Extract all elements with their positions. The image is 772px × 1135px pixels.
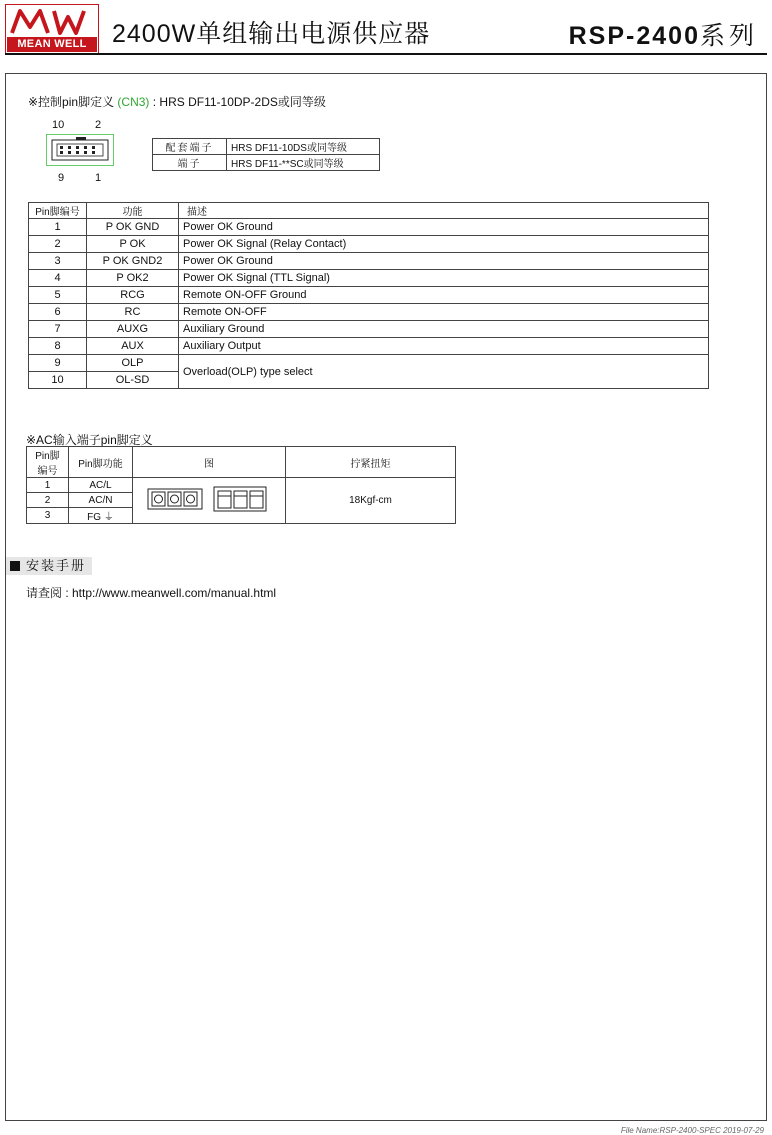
mw-logo-icon [8,7,96,37]
column-header: 拧紧扭矩 [286,447,456,478]
series-suffix: 系列 [699,22,758,50]
pin-cell: 9 [29,355,87,372]
description-cell: Power OK Ground [179,253,709,270]
control-title-prefix: ※控制pin脚定义 [28,95,115,109]
function-cell: RCG [87,287,179,304]
terminal-block-icon [134,479,284,519]
table-row [29,321,709,338]
ac-input-title: ※AC输入端子pin脚定义 [26,433,153,447]
column-header: Pin脚功能 [69,447,133,478]
manual-link-text[interactable]: 请查阅 : http://www.meanwell.com/manual.html [26,586,277,600]
table-row [29,355,709,372]
description-cell: Auxiliary Output [179,338,709,355]
table-row [153,139,380,155]
terminal-figure-cell [133,478,286,524]
pin-cell: 10 [29,372,87,389]
column-header: Pin脚编号 [27,447,69,478]
meanwell-logo [5,4,99,54]
cn3-label: (CN3) [117,95,150,109]
pin-cell: 1 [29,219,87,236]
connector-pin-1: 1 [95,172,102,184]
pin-cell: 3 [27,508,69,524]
square-bullet-icon [10,561,20,571]
table-header-row [29,203,709,219]
control-pin-title [28,93,326,110]
connector-pin-9: 9 [58,172,65,184]
connector-pin-10: 10 [52,119,65,131]
install-title: 安装手册 [26,558,87,573]
pin-cell: 8 [29,338,87,355]
header-rule [5,53,767,55]
function-cell: AUXG [87,321,179,338]
column-header: 功能 [87,203,179,219]
mating-value: HRS DF11-10DS或同等级 [227,139,380,155]
connector-diagram [46,134,114,166]
function-cell: OL-SD [87,372,179,389]
table-row [29,219,709,236]
column-header: 描述 [179,203,709,219]
description-cell: Overload(OLP) type select [179,355,709,389]
table-header-row [27,447,456,478]
logo-text: MEAN WELL [7,37,97,52]
function-cell: P OK2 [87,270,179,287]
table-row [29,253,709,270]
table-row [29,304,709,321]
column-header: 图 [133,447,286,478]
function-cell: AC/L [69,478,133,493]
pin-cell: 2 [29,236,87,253]
description-cell: Auxiliary Ground [179,321,709,338]
pin-cell: 3 [29,253,87,270]
mating-value: HRS DF11-**SC或同等级 [227,155,380,171]
function-cell: P OK [87,236,179,253]
connector-pin-2: 2 [95,119,102,131]
pin-cell: 2 [27,493,69,508]
pin-cell: 5 [29,287,87,304]
file-name-footer: File Name:RSP-2400-SPEC 2019-07-29 [620,1126,764,1135]
mating-label: 配套端子 [153,139,227,155]
description-cell: Power OK Signal (TTL Signal) [179,270,709,287]
function-cell: FG ⏚ [69,508,133,524]
table-row [29,236,709,253]
function-cell: OLP [87,355,179,372]
table-row [153,155,380,171]
function-cell: AC/N [69,493,133,508]
column-header: Pin脚编号 [29,203,87,219]
description-cell: Remote ON-OFF Ground [179,287,709,304]
description-cell: Power OK Ground [179,219,709,236]
table-row [29,270,709,287]
table-row [29,287,709,304]
mating-label: 端子 [153,155,227,171]
table-row [29,338,709,355]
pin-cell: 6 [29,304,87,321]
function-cell: P OK GND [87,219,179,236]
install-manual-heading [6,557,92,575]
pin-cell: 7 [29,321,87,338]
torque-cell: 18Kgf-cm [286,478,456,524]
series-model: RSP-2400 [568,22,700,50]
function-cell: RC [87,304,179,321]
mating-table [152,138,380,171]
pin-cell: 4 [29,270,87,287]
connector-icon [47,135,115,167]
control-title-suffix: : HRS DF11-10DP-2DS或同等级 [149,95,326,109]
description-cell: Remote ON-OFF [179,304,709,321]
series-title [569,16,758,52]
control-pin-table [28,202,709,389]
table-row [27,478,456,493]
function-cell: AUX [87,338,179,355]
function-cell: P OK GND2 [87,253,179,270]
description-cell: Power OK Signal (Relay Contact) [179,236,709,253]
pin-cell: 1 [27,478,69,493]
document-title: 2400W单组输出电源供应器 [112,20,431,48]
ac-pin-table [26,446,456,524]
